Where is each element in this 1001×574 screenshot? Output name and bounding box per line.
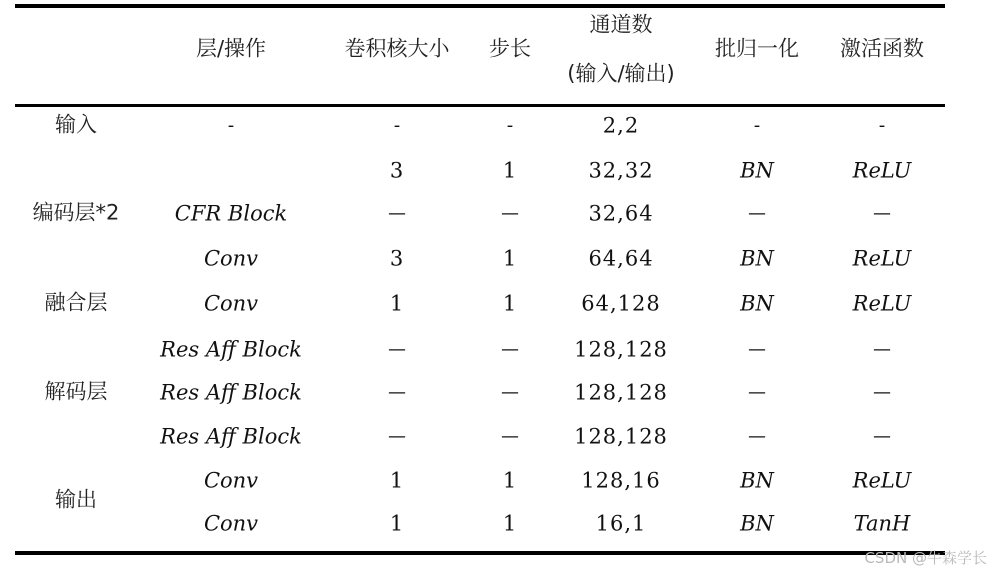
cell-kernel: 1 (389, 511, 405, 536)
cell-act: ReLU (852, 291, 912, 316)
cell-kernel: — (388, 203, 406, 224)
row-label-output: 输出 (55, 487, 97, 512)
header-layer-op: 层/操作 (195, 36, 267, 61)
cell-stride: — (501, 203, 519, 224)
header-channels: 通道数 (589, 12, 653, 37)
cell-act: ReLU (852, 158, 912, 183)
cell-bn: BN (740, 246, 774, 271)
cell-stride: 1 (502, 468, 518, 493)
cell-bn: BN (740, 291, 774, 316)
cell-channels: 64,128 (581, 291, 661, 316)
cell-bn: — (748, 203, 766, 224)
header-kernel-size: 卷积核大小 (344, 36, 450, 61)
cell-act: — (873, 382, 891, 403)
header-channels-io: (输入/输出) (567, 61, 675, 86)
cell-act: — (873, 426, 891, 447)
cell-channels: 2,2 (602, 113, 640, 138)
cell-stride: — (501, 382, 519, 403)
cell-op: Conv (203, 246, 259, 271)
cell-op: Res Aff Block (160, 424, 302, 449)
cell-stride: — (501, 339, 519, 360)
cell-stride: 1 (502, 246, 518, 271)
cell-channels: 128,128 (574, 424, 668, 449)
cell-op: Res Aff Block (160, 380, 302, 405)
header-stride: 步长 (489, 36, 531, 61)
cell-channels: 128,128 (574, 380, 668, 405)
header-batch-norm: 批归一化 (715, 36, 799, 61)
cell-stride: - (506, 115, 514, 136)
cell-op: Res Aff Block (160, 337, 302, 362)
cell-bn: — (748, 339, 766, 360)
cell-bn: BN (740, 511, 774, 536)
cell-bn: BN (740, 158, 774, 183)
cell-stride: 1 (502, 511, 518, 536)
cell-kernel: - (393, 115, 401, 136)
cell-kernel: 3 (389, 246, 405, 271)
cell-kernel: — (388, 382, 406, 403)
cell-channels: 16,1 (595, 511, 647, 536)
cell-kernel: — (388, 426, 406, 447)
cell-kernel: — (388, 339, 406, 360)
cell-act: - (878, 115, 886, 136)
cell-act: ReLU (852, 468, 912, 493)
cell-stride: — (501, 426, 519, 447)
cell-act: TanH (853, 511, 911, 536)
row-label-input: 输入 (55, 112, 97, 137)
cell-kernel: 3 (389, 158, 405, 183)
cell-channels: 32,64 (588, 201, 654, 226)
cell-op: Conv (203, 291, 259, 316)
cell-channels: 32,32 (588, 158, 654, 183)
cell-stride: 1 (502, 291, 518, 316)
cell-op: - (227, 115, 235, 136)
header-activation: 激活函数 (840, 36, 924, 61)
cell-op: CFR Block (174, 201, 288, 226)
cell-act: — (873, 203, 891, 224)
cell-kernel: 1 (389, 468, 405, 493)
table-top-rule (15, 4, 945, 8)
table-bottom-rule (15, 551, 945, 555)
cell-channels: 64,64 (588, 246, 654, 271)
cell-kernel: 1 (389, 291, 405, 316)
cell-bn: — (748, 382, 766, 403)
cell-channels: 128,16 (581, 468, 661, 493)
cell-op: Conv (203, 511, 259, 536)
cell-stride: 1 (502, 158, 518, 183)
cell-bn: — (748, 426, 766, 447)
csdn-watermark: CSDN @牛森学长 (864, 549, 987, 567)
table-header-rule (15, 104, 945, 107)
cell-bn: BN (740, 468, 774, 493)
row-label-encoder: 编码层*2 (32, 200, 120, 225)
row-label-fusion: 融合层 (44, 290, 108, 315)
cell-act: ReLU (852, 246, 912, 271)
row-label-decoder: 解码层 (44, 379, 108, 404)
cell-act: — (873, 339, 891, 360)
cell-bn: - (753, 115, 761, 136)
cell-op: Conv (203, 468, 259, 493)
cell-channels: 128,128 (574, 337, 668, 362)
